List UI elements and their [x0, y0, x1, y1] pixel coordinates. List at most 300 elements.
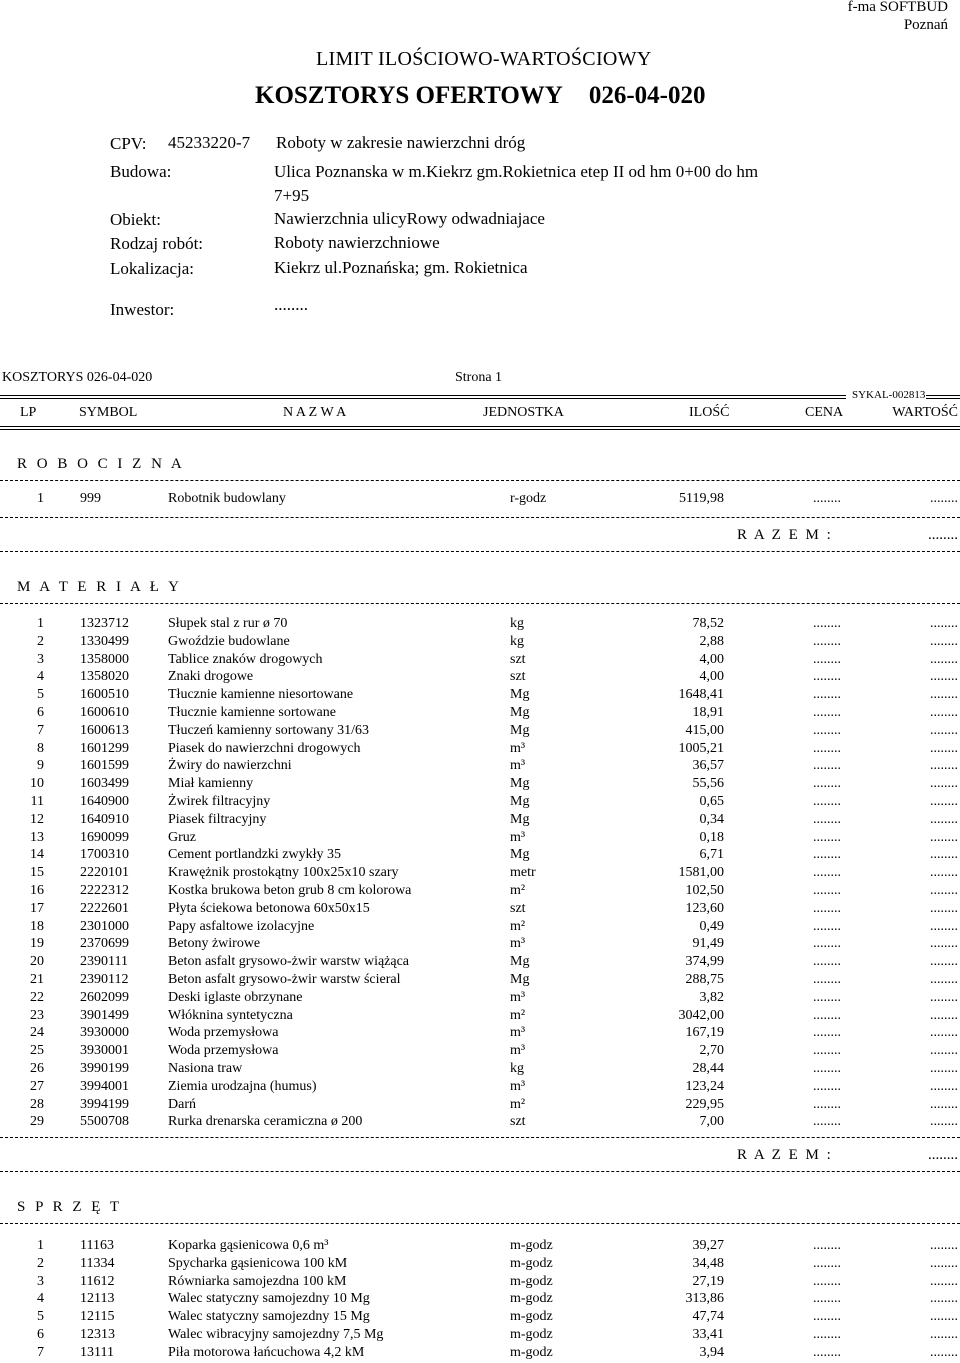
row-name: Rurka drenarska ceramiczna ø 200	[168, 1114, 363, 1130]
row-quantity: 3,94	[699, 1344, 724, 1360]
section-rule	[0, 551, 960, 552]
col-ilosc: ILOŚĆ	[689, 405, 730, 420]
row-name: Woda przemysłowa	[168, 1043, 279, 1059]
row-value: ........	[930, 936, 958, 952]
table-row	[0, 829, 960, 847]
row-lp: 18	[30, 918, 44, 934]
table-row	[0, 1255, 960, 1273]
rodzaj-robot-value: Roboty nawierzchniowe	[274, 233, 440, 252]
row-unit: szt	[510, 651, 526, 667]
row-symbol: 3994199	[80, 1096, 129, 1112]
row-unit: Mg	[510, 722, 530, 738]
row-name: Równiarka samojezdna 100 kM	[168, 1273, 347, 1289]
table-row	[0, 882, 960, 900]
row-price: ........	[813, 1344, 841, 1360]
sykal-code: SYKAL-002813	[852, 389, 926, 401]
row-lp: 1	[37, 491, 44, 506]
row-price: ........	[813, 1291, 841, 1307]
row-symbol: 12115	[80, 1309, 115, 1325]
row-unit: Mg	[510, 776, 530, 792]
row-quantity: 0,34	[699, 811, 724, 827]
table-row	[0, 811, 960, 829]
row-value: ........	[930, 1007, 958, 1023]
row-quantity: 55,56	[692, 776, 724, 792]
row-value: ........	[930, 1327, 958, 1342]
table-row	[0, 1326, 960, 1344]
row-unit: Mg	[510, 847, 530, 863]
row-lp: 2	[37, 633, 44, 649]
row-price: ........	[813, 936, 841, 952]
row-price: ........	[813, 669, 841, 685]
row-quantity: 374,99	[685, 954, 724, 970]
row-name: Beton asfalt grysowo-żwir warstw ścieral	[168, 972, 401, 987]
row-quantity: 0,49	[699, 918, 724, 934]
document-number: 026-04-020	[588, 82, 706, 109]
row-symbol: 1690099	[80, 829, 129, 845]
table-row	[0, 1042, 960, 1060]
row-value: ........	[930, 811, 958, 827]
row-unit: r-godz	[510, 491, 547, 506]
row-name: Nasiona traw	[168, 1061, 243, 1076]
row-value: ........	[930, 776, 958, 792]
row-unit: Mg	[510, 811, 530, 827]
section-rule	[0, 1137, 960, 1138]
row-lp: 17	[30, 900, 44, 916]
row-unit: m-godz	[510, 1327, 553, 1342]
row-unit: m³	[510, 1025, 526, 1041]
table-row	[0, 1273, 960, 1291]
row-name: Betony żwirowe	[168, 936, 261, 952]
razem-label-robocizna: R A Z E M :	[737, 527, 833, 543]
row-value: ........	[930, 989, 958, 1005]
row-name: Płyta ściekowa betonowa 60x50x15	[168, 900, 370, 916]
row-symbol: 1330499	[80, 633, 129, 649]
row-price: ........	[813, 1238, 841, 1253]
row-name: Gruz	[168, 829, 196, 845]
row-price: ........	[813, 989, 841, 1005]
row-price: ........	[813, 972, 841, 987]
row-quantity: 4,00	[699, 651, 724, 667]
row-quantity: 33,41	[692, 1327, 724, 1342]
row-symbol: 1600613	[80, 722, 129, 738]
row-value: ........	[930, 1238, 958, 1253]
row-quantity: 102,50	[685, 883, 724, 898]
section-title-robocizna: R O B O C I Z N A	[17, 456, 185, 472]
row-unit: m-godz	[510, 1344, 553, 1360]
row-price: ........	[813, 1309, 841, 1325]
row-symbol: 2602099	[80, 989, 129, 1005]
row-unit: szt	[510, 669, 526, 685]
row-value: ........	[930, 616, 958, 631]
row-unit: kg	[510, 1061, 524, 1076]
lokalizacja-label: Lokalizacja:	[110, 259, 195, 278]
row-lp: 28	[30, 1096, 44, 1112]
row-value: ........	[930, 900, 958, 916]
row-lp: 26	[30, 1061, 44, 1076]
row-price: ........	[813, 829, 841, 845]
row-name: Tłucznie kamienne niesortowane	[168, 687, 354, 703]
row-symbol: 2370699	[80, 936, 129, 952]
row-value: ........	[930, 918, 958, 934]
row-symbol: 2390112	[80, 972, 129, 987]
row-unit: metr	[510, 865, 536, 881]
document-title	[255, 82, 705, 110]
row-lp: 4	[37, 1291, 44, 1307]
table-row	[0, 953, 960, 971]
row-value: ........	[930, 687, 958, 703]
row-value: ........	[930, 1291, 958, 1307]
table-row	[0, 740, 960, 758]
row-name: Gwoździe budowlane	[168, 633, 290, 649]
row-symbol: 13111	[80, 1344, 114, 1360]
row-lp: 10	[30, 776, 44, 792]
row-lp: 5	[37, 1309, 44, 1325]
row-value: ........	[930, 722, 958, 738]
row-symbol: 2222312	[80, 883, 129, 898]
row-price: ........	[813, 1025, 841, 1041]
table-row	[0, 971, 960, 989]
table-row	[0, 633, 960, 651]
row-symbol: 1323712	[80, 616, 129, 631]
table-row	[0, 668, 960, 686]
row-quantity: 18,91	[692, 705, 724, 720]
row-price: ........	[813, 1078, 841, 1094]
row-quantity: 123,24	[685, 1078, 724, 1094]
row-quantity: 2,70	[699, 1043, 724, 1059]
page-number: Strona 1	[455, 370, 503, 385]
row-unit: m³	[510, 829, 526, 845]
row-symbol: 11612	[80, 1273, 115, 1289]
col-nazwa: N A Z W A	[283, 405, 347, 420]
row-price: ........	[813, 1007, 841, 1023]
row-value: ........	[930, 1114, 958, 1130]
inwestor-label: Inwestor:	[110, 300, 175, 319]
row-lp: 14	[30, 847, 44, 863]
page-doc-id: KOSZTORYS 026-04-020	[2, 370, 153, 385]
table-row	[0, 1007, 960, 1025]
cpv-label: CPV:	[110, 134, 147, 153]
row-unit: kg	[510, 616, 524, 631]
table-row	[0, 1308, 960, 1326]
row-name: Tłuczeń kamienny sortowany 31/63	[168, 722, 370, 738]
row-quantity: 288,75	[685, 972, 724, 987]
row-quantity: 47,74	[692, 1309, 724, 1325]
table-row	[0, 793, 960, 811]
row-quantity: 313,86	[685, 1291, 724, 1307]
row-price: ........	[813, 811, 841, 827]
row-price: ........	[813, 1043, 841, 1059]
row-quantity: 5119,98	[679, 491, 724, 506]
row-symbol: 3901499	[80, 1007, 129, 1023]
row-lp: 8	[37, 740, 44, 756]
col-symbol: SYMBOL	[79, 405, 138, 420]
row-unit: Mg	[510, 705, 530, 720]
row-name: Cement portlandzki zwykły 35	[168, 847, 342, 863]
row-quantity: 39,27	[692, 1238, 724, 1253]
row-name: Walec statyczny samojezdny 10 Mg	[168, 1291, 370, 1307]
table-row	[0, 1060, 960, 1078]
row-symbol: 1640900	[80, 794, 129, 809]
row-unit: Mg	[510, 687, 530, 703]
row-price: ........	[813, 687, 841, 703]
row-value: ........	[930, 1255, 958, 1271]
row-symbol: 11334	[80, 1255, 115, 1271]
row-name: Beton asfalt grysowo-żwir warstw wiążąca	[168, 954, 410, 970]
company-city: Poznań	[903, 17, 948, 33]
row-quantity: 6,71	[699, 847, 724, 863]
table-row	[0, 935, 960, 953]
row-symbol: 1358020	[80, 669, 129, 685]
row-unit: m²	[510, 1096, 526, 1112]
row-lp: 1	[37, 1238, 44, 1253]
row-quantity: 4,00	[699, 669, 724, 685]
row-name: Piasek filtracyjny	[168, 811, 267, 827]
row-value: ........	[930, 1025, 958, 1041]
row-quantity: 1581,00	[678, 865, 724, 881]
row-unit: m³	[510, 936, 526, 952]
row-unit: m³	[510, 1078, 526, 1094]
row-price: ........	[813, 1327, 841, 1342]
row-name: Tłucznie kamienne sortowane	[168, 705, 336, 720]
document-title-text: KOSZTORYS OFERTOWY	[255, 82, 563, 109]
row-symbol: 3990199	[80, 1061, 129, 1076]
row-price: ........	[813, 776, 841, 792]
row-symbol: 1600610	[80, 705, 129, 720]
row-name: Darń	[168, 1096, 196, 1112]
row-price: ........	[813, 1255, 841, 1271]
table-row	[0, 846, 960, 864]
row-quantity: 78,52	[692, 616, 724, 631]
row-lp: 5	[37, 687, 44, 703]
row-unit: Mg	[510, 954, 530, 970]
row-value: ........	[930, 1273, 958, 1289]
row-value: ........	[930, 1043, 958, 1059]
row-quantity: 34,48	[692, 1255, 724, 1271]
row-name: Miał kamienny	[168, 776, 254, 792]
row-symbol: 2222601	[80, 900, 129, 916]
row-unit: m²	[510, 883, 526, 898]
row-symbol: 999	[80, 491, 101, 506]
row-lp: 6	[37, 1327, 44, 1342]
row-name: Deski iglaste obrzynane	[168, 989, 303, 1005]
row-lp: 21	[30, 972, 44, 987]
rodzaj-robot-label: Rodzaj robót:	[110, 234, 204, 253]
row-name: Ziemia urodzajna (humus)	[168, 1078, 317, 1094]
row-unit: m³	[510, 758, 526, 774]
row-quantity: 36,57	[692, 758, 724, 774]
row-name: Walec wibracyjny samojezdny 7,5 Mg	[168, 1327, 384, 1342]
row-quantity: 3,82	[699, 989, 724, 1005]
section-rule	[0, 603, 960, 604]
row-lp: 20	[30, 954, 44, 970]
cpv-description: Roboty w zakresie nawierzchni dróg	[276, 133, 526, 152]
row-lp: 2	[37, 1255, 44, 1271]
row-lp: 16	[30, 883, 44, 898]
row-symbol: 1700310	[80, 847, 129, 863]
table-row	[0, 722, 960, 740]
cpv-code: 45233220-7	[168, 133, 251, 152]
row-symbol: 3994001	[80, 1078, 129, 1094]
table-row	[0, 1078, 960, 1096]
row-symbol: 2220101	[80, 865, 129, 881]
row-lp: 11	[30, 794, 44, 809]
row-lp: 29	[30, 1114, 44, 1130]
row-unit: szt	[510, 1114, 526, 1130]
row-unit: m²	[510, 1007, 526, 1023]
row-price: ........	[813, 865, 841, 881]
row-name: Piła motorowa łańcuchowa 4,2 kM	[168, 1344, 365, 1360]
row-lp: 22	[30, 989, 44, 1005]
row-lp: 3	[37, 1273, 44, 1289]
table-row	[0, 775, 960, 793]
row-name: Koparka gąsienicowa 0,6 m³	[168, 1238, 329, 1253]
row-quantity: 0,65	[699, 794, 724, 809]
lokalizacja-value: Kiekrz ul.Poznańska; gm. Rokietnica	[274, 258, 528, 277]
row-price: ........	[813, 918, 841, 934]
row-symbol: 1358000	[80, 651, 129, 667]
row-value: ........	[930, 865, 958, 881]
row-price: ........	[813, 900, 841, 916]
header-rule-right	[926, 395, 960, 399]
row-price: ........	[813, 1273, 841, 1289]
section-title-sprzet: S P R Z Ę T	[17, 1199, 123, 1215]
row-lp: 7	[37, 722, 44, 738]
table-row	[0, 864, 960, 882]
limit-title: LIMIT ILOŚCIOWO-WARTOŚCIOWY	[316, 48, 652, 70]
row-value: ........	[930, 651, 958, 667]
row-price: ........	[813, 794, 841, 809]
row-lp: 27	[30, 1078, 44, 1094]
row-unit: Mg	[510, 794, 530, 809]
row-name: Robotnik budowlany	[168, 491, 286, 506]
row-name: Papy asfaltowe izolacyjne	[168, 918, 315, 934]
row-symbol: 1601599	[80, 758, 129, 774]
row-value: ........	[930, 1061, 958, 1076]
row-value: ........	[930, 705, 958, 720]
row-lp: 25	[30, 1043, 44, 1059]
row-symbol: 3930000	[80, 1025, 129, 1041]
razem-label-materialy: R A Z E M :	[737, 1147, 833, 1163]
row-unit: m-godz	[510, 1255, 553, 1271]
table-row	[0, 686, 960, 704]
row-name: Tablice znaków drogowych	[168, 651, 323, 667]
row-lp: 23	[30, 1007, 44, 1023]
row-symbol: 1603499	[80, 776, 129, 792]
row-name: Włóknina syntetyczna	[168, 1007, 293, 1023]
row-symbol: 11163	[80, 1238, 114, 1253]
row-lp: 9	[37, 758, 44, 774]
row-unit: m²	[510, 918, 526, 934]
row-name: Woda przemysłowa	[168, 1025, 279, 1041]
row-price: ........	[813, 616, 841, 631]
row-quantity: 28,44	[692, 1061, 724, 1076]
row-unit: m-godz	[510, 1273, 553, 1289]
row-price: ........	[813, 883, 841, 898]
section-rule	[0, 1223, 960, 1224]
row-unit: m-godz	[510, 1291, 553, 1307]
row-symbol: 5500708	[80, 1114, 129, 1130]
row-value: ........	[930, 669, 958, 685]
row-quantity: 1005,21	[678, 740, 724, 756]
row-name: Walec statyczny samojezdny 15 Mg	[168, 1309, 370, 1325]
row-quantity: 229,95	[685, 1096, 724, 1112]
row-lp: 15	[30, 865, 44, 881]
row-price: ........	[813, 1061, 841, 1076]
row-unit: Mg	[510, 972, 530, 987]
row-value: ........	[930, 1096, 958, 1112]
table-row	[0, 757, 960, 775]
row-quantity: 123,60	[685, 900, 724, 916]
row-unit: m-godz	[510, 1309, 553, 1325]
row-value: ........	[930, 1309, 958, 1325]
row-lp: 3	[37, 651, 44, 667]
header-rule-left	[0, 395, 846, 399]
row-quantity: 91,49	[692, 936, 724, 952]
section-title-materialy: M A T E R I A Ł Y	[17, 579, 182, 595]
budowa-label: Budowa:	[110, 162, 172, 181]
table-row	[0, 704, 960, 722]
row-unit: m³	[510, 740, 526, 756]
row-symbol: 12313	[80, 1327, 115, 1342]
row-symbol: 1600510	[80, 687, 129, 703]
row-unit: m³	[510, 989, 526, 1005]
row-name: Krawężnik prostokątny 100x25x10 szary	[168, 865, 399, 881]
row-symbol: 1601299	[80, 740, 129, 756]
table-row	[0, 615, 960, 633]
row-symbol: 3930001	[80, 1043, 129, 1059]
row-symbol: 12113	[80, 1291, 115, 1307]
table-row	[0, 1024, 960, 1042]
row-name: Spycharka gąsienicowa 100 kM	[168, 1255, 348, 1271]
row-quantity: 27,19	[692, 1273, 724, 1289]
row-unit: kg	[510, 633, 524, 649]
row-name: Piasek do nawierzchni drogowych	[168, 740, 361, 756]
row-quantity: 7,00	[699, 1114, 724, 1130]
row-value: ........	[930, 633, 958, 649]
row-value: ........	[930, 972, 958, 987]
row-quantity: 2,88	[699, 633, 724, 649]
table-row	[0, 490, 960, 508]
row-price: ........	[813, 758, 841, 774]
row-quantity: 1648,41	[678, 687, 724, 703]
row-quantity: 167,19	[685, 1025, 724, 1041]
row-unit: szt	[510, 900, 526, 916]
table-row	[0, 1344, 960, 1362]
row-value: ........	[930, 758, 958, 774]
razem-value-materialy: ........	[928, 1147, 958, 1163]
table-row	[0, 1096, 960, 1114]
table-row	[0, 900, 960, 918]
razem-value-robocizna: ........	[928, 527, 958, 543]
row-price: ........	[813, 847, 841, 863]
row-price: ........	[813, 1096, 841, 1112]
budowa-value-line2: 7+95	[274, 186, 310, 205]
table-row	[0, 989, 960, 1007]
obiekt-label: Obiekt:	[110, 210, 161, 229]
budowa-value-line1: Ulica Poznanska w m.Kiekrz gm.Rokietnica etep II od hm 0+00 do hm	[274, 162, 759, 181]
row-quantity: 3042,00	[678, 1007, 724, 1023]
table-row	[0, 1237, 960, 1255]
row-unit: m³	[510, 1043, 526, 1059]
row-lp: 19	[30, 936, 44, 952]
row-name: Kostka brukowa beton grub 8 cm kolorowa	[168, 883, 412, 898]
section-rule	[0, 517, 960, 518]
columns-rule	[0, 426, 960, 430]
row-quantity: 415,00	[685, 722, 724, 738]
row-quantity: 0,18	[699, 829, 724, 845]
row-lp: 4	[37, 669, 44, 685]
table-row	[0, 651, 960, 669]
